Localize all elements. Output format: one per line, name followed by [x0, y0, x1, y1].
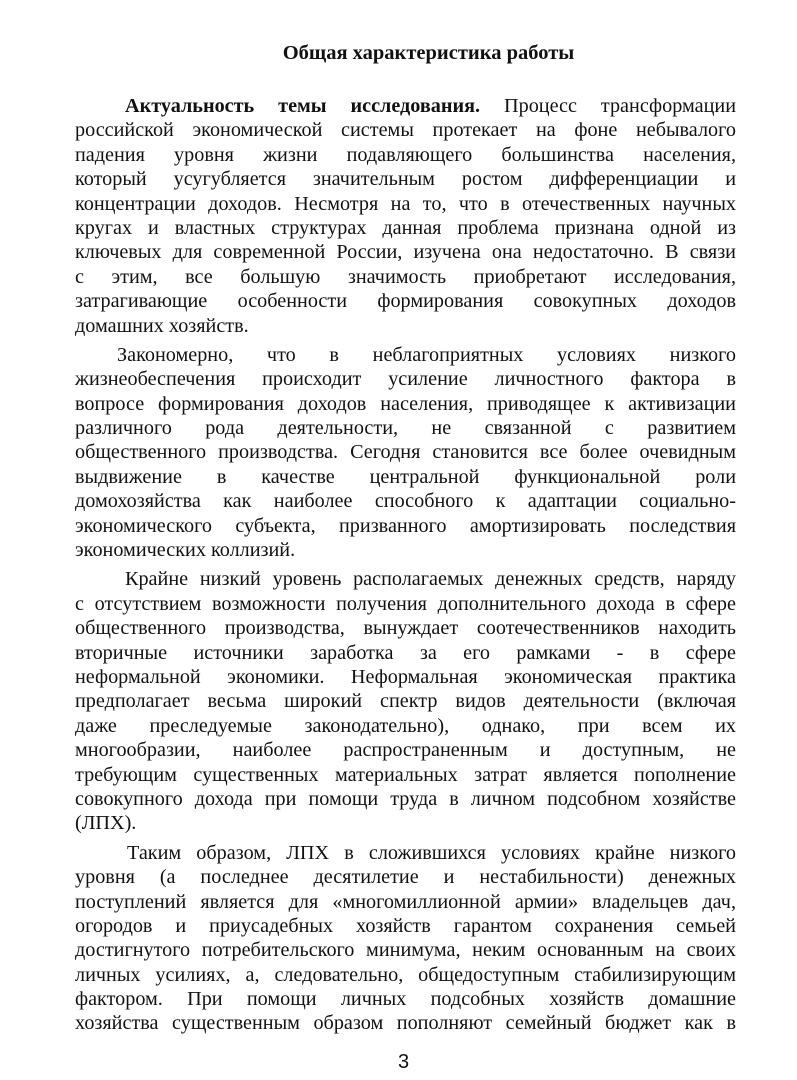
- text-line: падения уровня жизни подавляющего большинства населения,: [75, 143, 736, 166]
- paragraph-informal-economy: [75, 567, 736, 835]
- text-line: кругах и властных структурах данная проблема признана одной из: [75, 216, 736, 239]
- lead-heading: Актуальность темы исследования.: [125, 95, 481, 117]
- text-line: уровня (а последнее десятилетие и нестабильности) денежных: [75, 866, 736, 889]
- text-line: выдвижение в качестве центральной функциональной роли: [75, 465, 736, 488]
- text-line: с этим, все большую значимость приобретают исследования,: [75, 265, 736, 288]
- text-line: с отсутствием возможности получения дополнительного дохода в сфере: [75, 592, 736, 615]
- text-line: поступлений является для «многомиллионной армии» владельцев дач,: [75, 890, 736, 913]
- text-line: ключевых для современной России, изучена она недостаточно. В связи: [75, 241, 736, 264]
- text-line: жизнеобеспечения происходит усиление личностного фактора в: [75, 368, 736, 391]
- text-line: огородов и приусадебных хозяйств гарантом сохранения семьей: [75, 914, 736, 937]
- text-line: требующим существенных материальных затрат является пополнение: [75, 763, 736, 786]
- paragraph-relevance: [75, 94, 736, 338]
- text-line: общественного производства. Сегодня становится все более очевидным: [75, 441, 736, 464]
- text-line: домашних хозяйств.: [75, 314, 249, 337]
- paragraph-household-role: [75, 343, 736, 563]
- text-line: который усугубляется значительным ростом дифференциации и: [75, 168, 736, 191]
- text-line: экономического субъекта, призванного амортизировать последствия: [75, 514, 736, 537]
- text-line: совокупного дохода при помощи труда в личном подсобном хозяйстве: [75, 787, 736, 810]
- text-line: неформальной экономики. Неформальная экономическая практика: [75, 665, 736, 688]
- page-title: Общая характеристика работы: [282, 42, 575, 64]
- text-line: даже преследуемые законодательно), однако, при всем их: [75, 714, 736, 737]
- text-line: Закономерно, что в неблагоприятных условиях низкого: [117, 343, 736, 366]
- text-line: достигнутого потребительского минимума, неким основанным на своих: [75, 939, 736, 962]
- text-line: общественного производства, вынуждает соотечественников находить: [75, 617, 736, 640]
- text-line: многообразии, наиболее распространенным и доступным, не: [75, 739, 736, 762]
- text-line: Крайне низкий уровень располагаемых денежных средств, наряду: [125, 568, 736, 591]
- text-line: личных усилиях, а, следовательно, общедоступным стабилизирующим: [75, 963, 736, 986]
- text-line: [75, 94, 736, 118]
- text-line: затрагивающие особенности формирования совокупных доходов: [75, 290, 736, 313]
- text-line: домохозяйства как наиболее способного к адаптации социально-: [75, 490, 736, 513]
- text-line: российской экономической системы протекает на фоне небывалого: [75, 119, 736, 142]
- text-line: различного рода деятельности, не связанной с развитием: [75, 417, 736, 440]
- page-number: 3: [397, 1051, 410, 1073]
- body-text: [75, 94, 736, 1036]
- text-line: экономических коллизий.: [75, 539, 296, 562]
- text-line: предполагает весьма широкий спектр видов деятельности (включая: [75, 690, 736, 713]
- text-line: вопросе формирования доходов населения, приводящее к активизации: [75, 392, 736, 415]
- text-line: фактором. При помощи личных подсобных хозяйств домашние: [75, 988, 736, 1011]
- text-line: хозяйства существенным образом пополняют семейный бюджет как в: [75, 1012, 736, 1035]
- text-line: вторичные источники заработка за его рамками - в сфере: [75, 641, 736, 664]
- text-line: (ЛПХ).: [75, 812, 137, 835]
- text-line: концентрации доходов. Несмотря на то, что в отечественных научных: [75, 192, 736, 215]
- text-line-content: Процесс трансформации: [480, 95, 737, 117]
- text-line: Таким образом, ЛПХ в сложившихся условиях крайне низкого: [127, 841, 736, 864]
- paragraph-lph-role: [75, 841, 736, 1036]
